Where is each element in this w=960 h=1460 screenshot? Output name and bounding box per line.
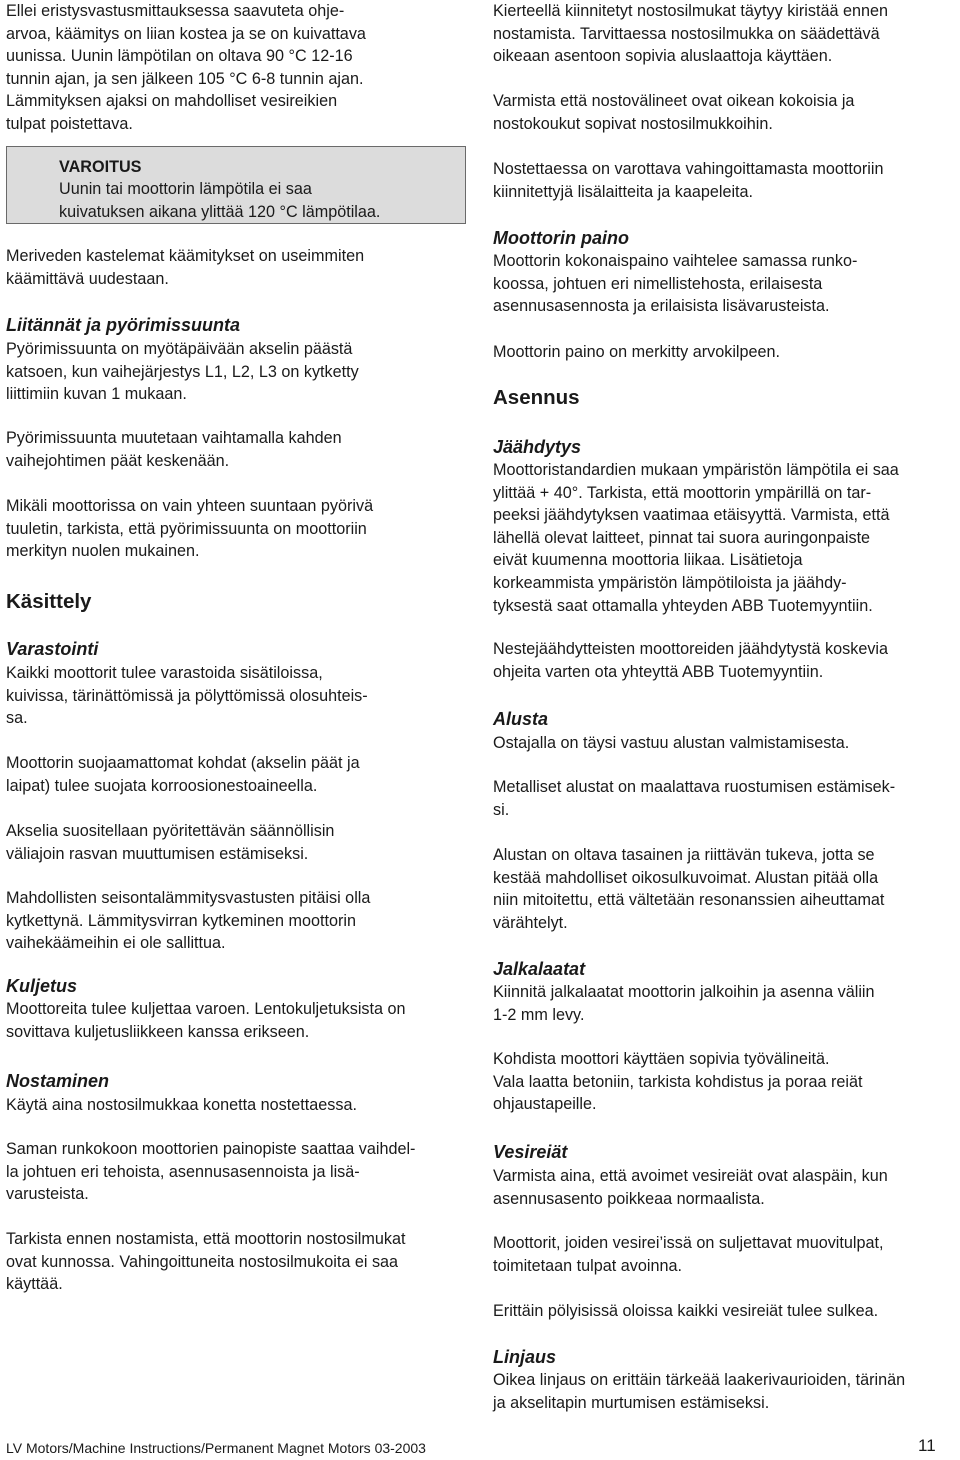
paragraph-plates-2: Kohdista moottori käyttäen sopivia työvälineitä. Vala laatta betoniin, tarkista kohdistus ja poraa reiät ohjaustapeille. (493, 1050, 863, 1114)
footer-text: LV Motors/Machine Instructions/Permanent Magnet Motors 03-2003 (6, 1440, 426, 1456)
paragraph-weight-2: Moottorin paino on merkitty arvokilpeen. (493, 343, 781, 361)
heading-drain-holes: Vesireiät (493, 1142, 568, 1162)
paragraph-lifting-1: Käytä aina nostosilmukkaa konetta nostettaessa. (6, 1096, 357, 1114)
paragraph-lifting-tools: Varmista että nostovälineet ovat oikean kokoisia ja nostokoukut sopivat nostosilmukkoihin. (493, 92, 855, 133)
paragraph-cooling-1: Moottoristandardien mukaan ympäristön lämpötila ei saa ylittää + 40°. Tarkista, että moottorin ympärillä on tar- peeksi jäähdytyksen vaatimaa etäisyyttä. Varmista, että lähellä olevat laitteet, pinnat tai suora auringonpaiste eivät kuumenna moottoria liikaa. Lisätietoja korkeammista ympäristön lämpötiloista ja jäähdy- tyksestä saat ottamalla yhteyden ABB Tuotemyyntiin. (493, 461, 899, 615)
paragraph-base-2: Metalliset alustat on maalattava ruostumisen estämisek- si. (493, 778, 896, 819)
paragraph-drain-2: Moottorit, joiden vesirei’issä on suljettavat muovitulpat, toimitetaan tulpat avoinna. (493, 1234, 884, 1275)
paragraph-lifting-2: Saman runkokoon moottorien painopiste saattaa vaihdel- la johtuen eri tehoista, asennusasennoista ja lisä- varusteista. (6, 1140, 416, 1204)
heading-storage: Varastointi (6, 639, 99, 659)
page-number: 11 (918, 1436, 936, 1455)
heading-alignment: Linjaus (493, 1347, 557, 1367)
paragraph-base-3: Alustan on oltava tasainen ja riittävän tukeva, jotta se kestää mahdolliset oikosulkuvoimat. Alustan pitää olla niin mitoitettu, että vältetään resonanssien aiheuttamat värähtelyt. (493, 846, 885, 932)
paragraph-storage-2: Moottorin suojaamattomat kohdat (akselin päät ja laipat) tulee suojata korroosionestoaineella. (6, 754, 360, 795)
paragraph-base-1: Ostajalla on täysi vastuu alustan valmistamisesta. (493, 734, 850, 752)
heading-cooling: Jäähdytys (493, 437, 582, 457)
paragraph-transport: Moottoreita tulee kuljettaa varoen. Lentokuljetuksista on sovittava kuljetusliikkeen kanssa erikseen. (6, 1000, 406, 1041)
paragraph-alignment: Oikea linjaus on erittäin tärkeää laakerivaurioiden, tärinän ja akselitapin murtumisen estämiseksi. (493, 1371, 906, 1412)
paragraph-seawater: Meriveden kastelemat käämitykset on useimmiten käämittävä uudestaan. (6, 247, 365, 288)
paragraph-storage-4: Mahdollisten seisontalämmitysvastusten pitäisi olla kytkettynä. Lämmitysvirran kytkeminen moottorin vaihekäämeihin ei ole sallittua. (6, 889, 371, 953)
paragraph-accessories: Nostettaessa on varottava vahingoittamasta moottoriin kiinnitettyjä lisälaitteita ja kaapeleita. (493, 160, 884, 201)
heading-handling: Käsittely (6, 590, 92, 613)
paragraph-drain-1: Varmista aina, että avoimet vesireiät ovat alaspäin, kun asennusasento poikkeaa normaalista. (493, 1167, 888, 1208)
heading-lifting: Nostaminen (6, 1071, 110, 1091)
paragraph-drain-3: Erittäin pölyisissä oloissa kaikki vesireiät tulee sulkea. (493, 1302, 879, 1320)
paragraph-storage-1: Kaikki moottorit tulee varastoida sisätiloissa, kuivissa, tärinättömissä ja pölyttömissä olosuhteis- sa. (6, 664, 368, 728)
heading-connections: Liitännät ja pyörimissuunta (6, 315, 241, 335)
paragraph-plates-1: Kiinnitä jalkalaatat moottorin jalkoihin ja asenna väliin 1-2 mm levy. (493, 983, 875, 1024)
paragraph-oven-drying: Ellei eristysvastusmittauksessa saavuteta ohje- arvoa, käämitys on liian kostea ja se on kuivattava uunissa. Uunin lämpötilan on oltava 90 °C 12-16 tunnin ajan, ja sen jälkeen 105 °C 6-8 tunnin ajan. Lämmityksen ajaksi on mahdolliset vesireikien tulpat poistettava. (6, 2, 366, 133)
heading-transport: Kuljetus (6, 976, 78, 996)
paragraph-cooling-2: Nestejäähdytteisten moottoreiden jäähdytystä koskevia ohjeita varten ota yhteyttä ABB Tuotemyyntiin. (493, 640, 889, 681)
heading-motor-weight: Moottorin paino (493, 228, 629, 248)
paragraph-rotation-3: Mikäli moottorissa on vain yhteen suuntaan pyörivä tuuletin, tarkista, että pyörimissuunta on moottoriin merkityn nuolen mukainen. (6, 497, 374, 561)
paragraph-lifting-eyes: Kierteellä kiinnitetyt nostosilmukat täytyy kiristää ennen nostamista. Tarvittaessa nostosilmukka on säädettävä oikeaan asentoon sopivia aluslaattoja käyttäen. (493, 2, 888, 66)
heading-foot-plates: Jalkalaatat (493, 959, 586, 979)
heading-installation: Asennus (493, 386, 580, 409)
paragraph-weight-1: Moottorin kokonaispaino vaihtelee samassa runko- koossa, johtuen eri nimellistehosta, erilaisesta asennusasennosta ja erilaisista lisävarusteista. (493, 252, 858, 316)
paragraph-rotation-2: Pyörimissuunta muutetaan vaihtamalla kahden vaihejohtimen päät keskenään. (6, 429, 342, 470)
warning-title: VAROITUS (59, 158, 142, 176)
paragraph-rotation-1: Pyörimissuunta on myötäpäivään akselin päästä katsoen, kun vaihejärjestys L1, L2, L3 on kytketty liittimiin kuvan 1 mukaan. (6, 340, 359, 404)
paragraph-lifting-3: Tarkista ennen nostamista, että moottorin nostosilmukat ovat kunnossa. Vahingoittuneita nostosilmukoita ei saa käyttää. (6, 1230, 406, 1294)
warning-text: Uunin tai moottorin lämpötila ei saa kuivatuksen aikana ylittää 120 °C lämpötilaa. (59, 180, 381, 221)
heading-base: Alusta (493, 709, 549, 729)
warning-box (6, 146, 466, 224)
paragraph-storage-3: Akselia suositellaan pyöritettävän säännöllisin väliajoin rasvan muuttumisen estämiseksi. (6, 822, 335, 863)
